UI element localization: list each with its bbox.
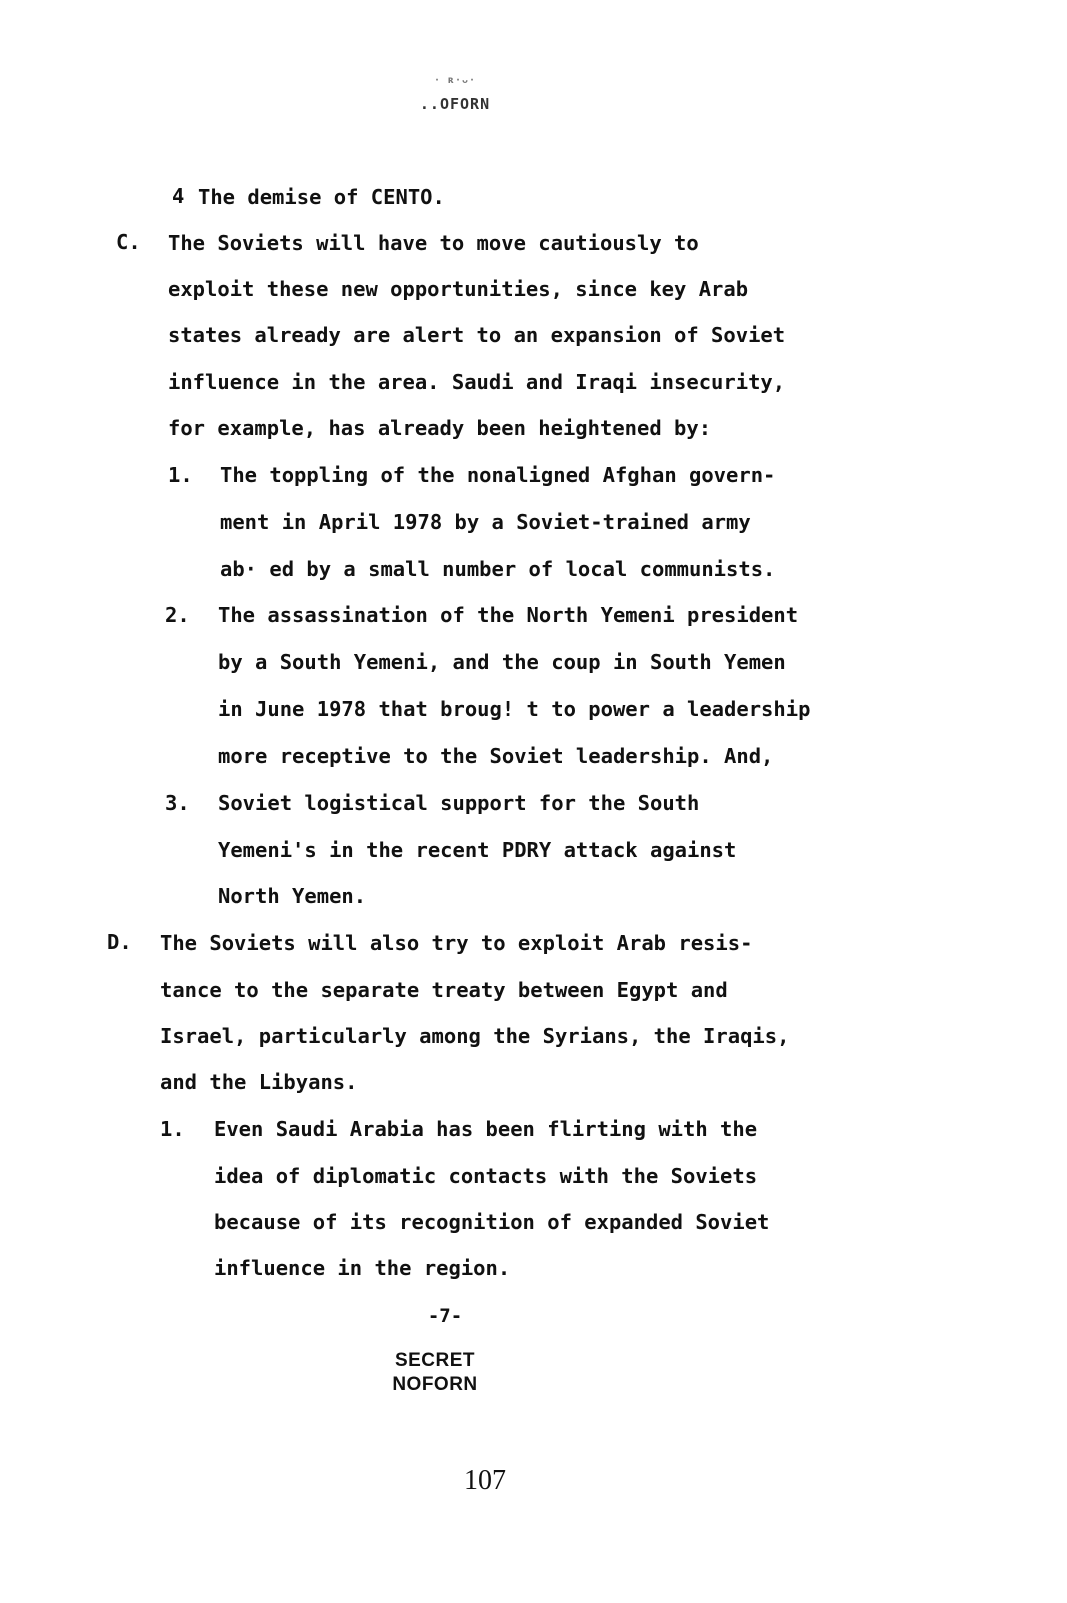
section-c-sub2-line: by a South Yemeni, and the coup in South Yemen <box>218 650 786 674</box>
section-c-sub1-line: ab· ed by a small number of local communists. <box>220 557 776 581</box>
page-number: -7- <box>427 1305 463 1327</box>
section-d-line: Israel, particularly among the Syrians, the Iraqis, <box>160 1024 790 1048</box>
section-c-sub2-line: The assassination of the North Yemeni president <box>218 603 799 627</box>
section-c-sub1-line: ment in April 1978 by a Soviet-trained army <box>220 510 751 534</box>
section-c-sub2-line: in June 1978 that broug! t to power a leadership <box>218 697 811 721</box>
section-c-sub2-line: more receptive to the Soviet leadership. And, <box>218 744 774 768</box>
section-d-marker: D. <box>107 930 132 954</box>
section-c-sub1-marker: 1. <box>168 463 193 487</box>
section-d-line: and the Libyans. <box>160 1070 358 1094</box>
archive-page-number: 107 <box>464 1465 506 1496</box>
item-4-marker: 4 <box>172 184 185 208</box>
section-d-sub1-line: idea of diplomatic contacts with the Soviets <box>214 1164 758 1188</box>
section-c-sub3-line: Soviet logistical support for the South <box>218 791 700 815</box>
section-d-sub1-line: Even Saudi Arabia has been flirting with the <box>214 1117 758 1141</box>
section-c-sub3-marker: 3. <box>165 791 190 815</box>
section-c-sub1-line: The toppling of the nonaligned Afghan govern- <box>220 463 776 487</box>
section-c-line: states already are alert to an expansion of Soviet <box>168 323 786 347</box>
footer-classification-line1: SECRET <box>394 1350 476 1371</box>
section-d-line: tance to the separate treaty between Egypt and <box>160 978 728 1002</box>
section-c-line: for example, has already been heightened by: <box>168 416 712 440</box>
header-classification-mark-line1: · ʀ·ᴗ· <box>433 75 477 86</box>
header-classification-mark-line2: ..OFORN <box>419 95 491 113</box>
section-c-line: The Soviets will have to move cautiously to <box>168 231 699 255</box>
section-c-sub3-line: Yemeni's in the recent PDRY attack against <box>218 838 737 862</box>
section-d-sub1-marker: 1. <box>160 1117 185 1141</box>
section-c-marker: C. <box>116 230 141 254</box>
footer-classification-line2: NOFORN <box>392 1374 478 1395</box>
item-4-text: The demise of CENTO. <box>198 185 445 209</box>
section-d-sub1-line: because of its recognition of expanded Soviet <box>214 1210 770 1234</box>
section-c-line: exploit these new opportunities, since key Arab <box>168 277 749 301</box>
section-d-line: The Soviets will also try to exploit Arab resis- <box>160 931 753 955</box>
section-c-sub3-line: North Yemen. <box>218 884 367 908</box>
section-d-sub1-line: influence in the region. <box>214 1256 511 1280</box>
section-c-line: influence in the area. Saudi and Iraqi insecurity, <box>168 370 786 394</box>
section-c-sub2-marker: 2. <box>165 603 190 627</box>
